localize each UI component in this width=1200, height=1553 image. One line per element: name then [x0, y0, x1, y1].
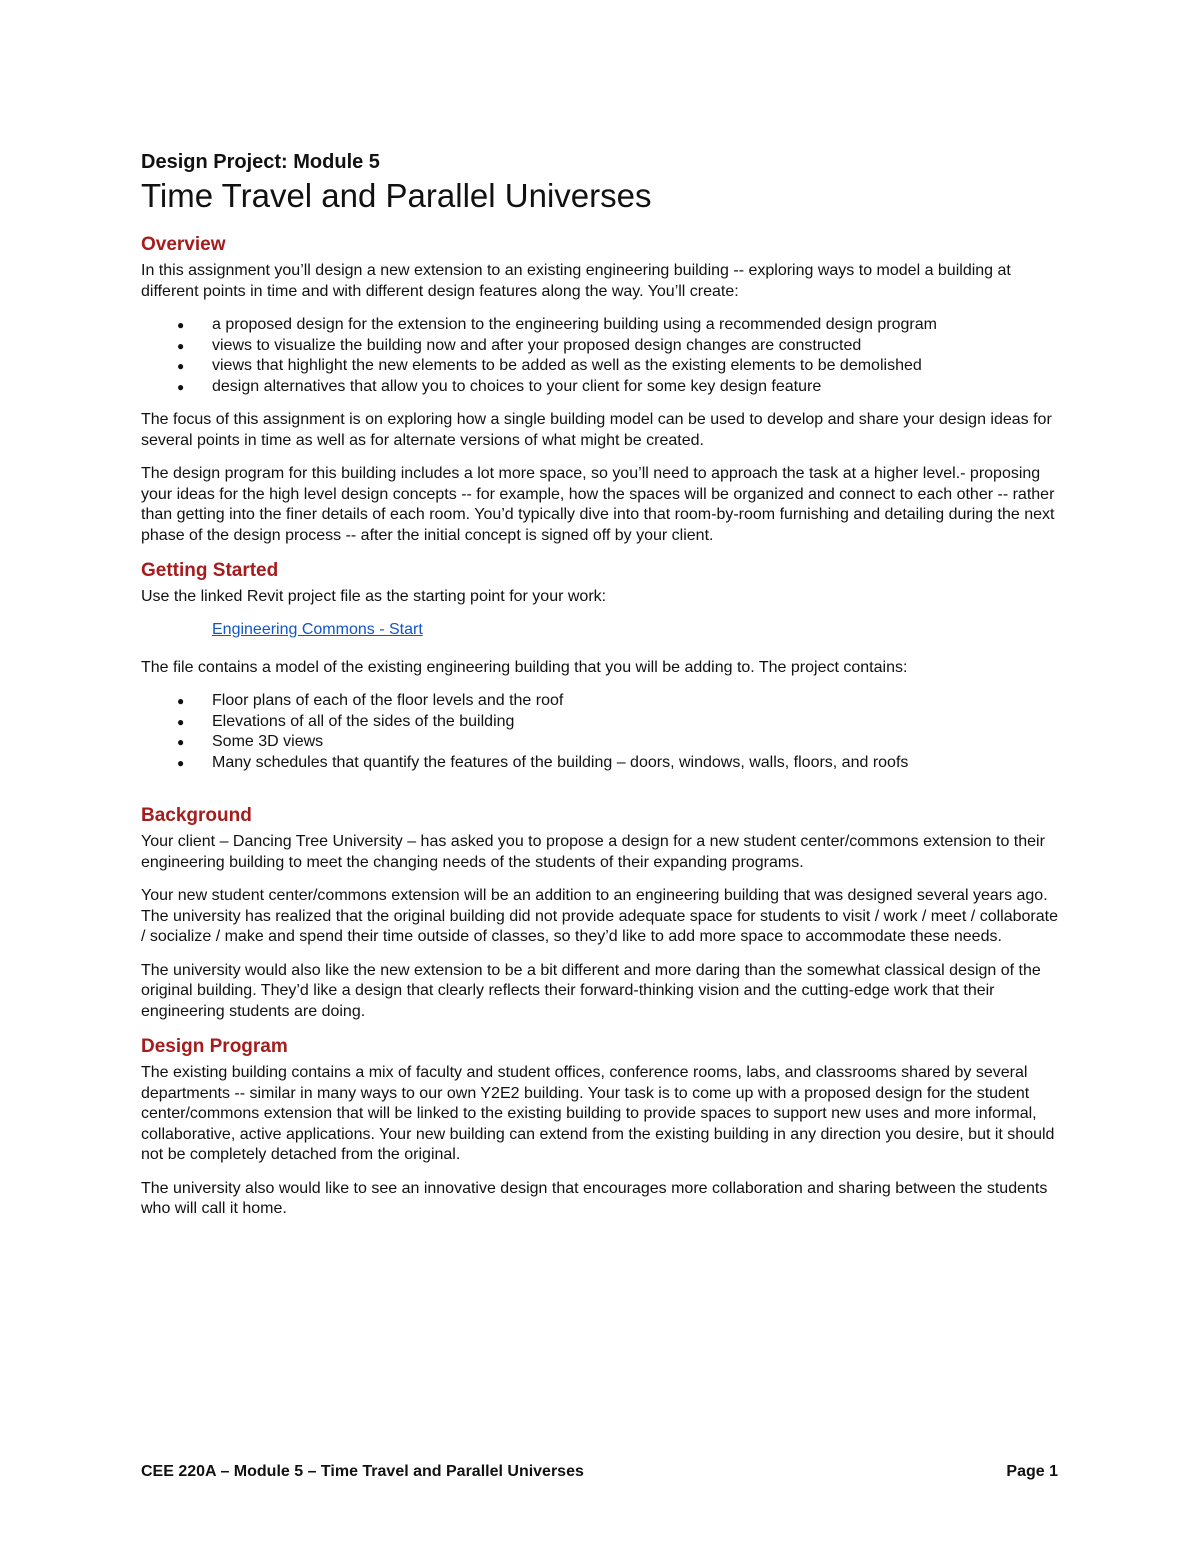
list-item: [141, 732, 1061, 753]
background-heading: Background: [141, 805, 252, 826]
page-footer: [141, 1463, 1058, 1481]
design-program-heading: Design Program: [141, 1036, 288, 1057]
list-item: [141, 753, 1061, 774]
project-file-link[interactable]: Engineering Commons - Start: [212, 620, 423, 638]
background-vision-paragraph: The university would also like the new extension to be a bit different and more daring than the somewhat classical design of the original building. They’d like a design that clearly reflects their forward-thinking vision and the cutting-edge work that their engineering students are doing.: [141, 961, 1041, 1020]
design-program-innovation-paragraph: The university also would like to see an innovative design that encourages more collaboration and sharing between the students who will call it home.: [141, 1179, 1048, 1217]
background-extension-paragraph: Your new student center/commons extension will be an addition to an engineering building that was designed several years ago. The university has realized that the original building did not provide adequate space for students to visit / work / meet / collaborate / socialize / make and spend their time outside of classes, so they’d like to add more space to accommodate these needs.: [141, 887, 1058, 945]
overview-program-paragraph: The design program for this building includes a lot more space, so you’ll need to approach the task at a higher level.- proposing your ideas for the high level design concepts -- for example, how the spaces will be organized and connect to each other -- rather than getting into the finer details of each room. You’d typically dive into that room-by-room furnishing and detailing during the next phase of the design process -- after the initial concept is signed off by your client.: [141, 465, 1055, 544]
bullet-icon: ●: [177, 318, 185, 332]
list-item-text: Some 3D views: [212, 733, 324, 750]
bullet-icon: ●: [177, 379, 185, 394]
overview-section: [141, 233, 1061, 546]
list-item-text: Many schedules that quantify the features of the building – doors, windows, walls, floors, and roofs: [212, 753, 909, 771]
background-section: [141, 804, 1061, 1022]
document-title: Time Travel and Parallel Universes: [141, 177, 652, 214]
overview-focus-paragraph: The focus of this assignment is on exploring how a single building model can be used to develop and share your design ideas for several points in time as well as for alternate versions of what might be created.: [141, 411, 1052, 449]
getting-started-heading: Getting Started: [141, 560, 279, 581]
project-contents-list: [141, 691, 1061, 773]
list-item: [141, 356, 1061, 377]
bullet-icon: ●: [177, 735, 185, 749]
bullet-icon: ●: [177, 694, 185, 708]
design-program-paragraph: The existing building contains a mix of faculty and student offices, conference rooms, labs, and classrooms shared by several departments -- similar in many ways to our own Y2E2 building. Your task is to come up with a proposed design for the student center/commons extension that will be linked to the existing building to provide spaces to support new uses and more informal, collaborative, active applications. Your new building can extend from the existing building in any direction you desire, but it should not be completely detached from the original.: [141, 1064, 1055, 1163]
background-client-paragraph: Your client – Dancing Tree University – has asked you to propose a design for a new student center/commons extension to their engineering building to meet the changing needs of the students of their expanding programs.: [141, 833, 1045, 871]
document-supertitle: Design Project: Module 5: [141, 151, 380, 173]
bullet-icon: ●: [177, 338, 185, 353]
list-item: [141, 377, 1061, 398]
overview-heading: Overview: [141, 234, 226, 255]
list-item-text: Floor plans of each of the floor levels and the roof: [212, 692, 564, 709]
list-item-text: views to visualize the building now and after your proposed design changes are constructed: [212, 336, 862, 354]
project-link-line: [141, 621, 1061, 639]
list-item-text: a proposed design for the extension to the engineering building using a recommended design program: [212, 316, 937, 333]
list-item: [141, 691, 1061, 712]
getting-started-section: [141, 559, 1061, 804]
getting-started-intro: Use the linked Revit project file as the starting point for your work:: [141, 588, 607, 605]
footer-page-number: Page 1: [1006, 1463, 1058, 1480]
list-item-text: Elevations of all of the sides of the building: [212, 712, 515, 730]
list-item-text: design alternatives that allow you to choices to your client for some key design feature: [212, 377, 822, 395]
list-item-text: views that highlight the new elements to be added as well as the existing elements to be demolished: [212, 357, 922, 374]
bullet-icon: ●: [177, 755, 185, 770]
document-page: [141, 150, 1061, 1233]
bullet-icon: ●: [177, 714, 185, 729]
footer-course-title: CEE 220A – Module 5 – Time Travel and Parallel Universes: [141, 1463, 584, 1480]
list-item: [141, 336, 1061, 357]
list-item: [141, 712, 1061, 733]
bullet-icon: ●: [177, 359, 185, 373]
overview-intro: In this assignment you’ll design a new extension to an existing engineering building -- exploring ways to model a building at different points in time and with different design features along the way. You’ll create:: [141, 262, 1011, 300]
overview-bullet-list: [141, 315, 1061, 397]
getting-started-contents-paragraph: The file contains a model of the existing engineering building that you will be adding to. The project contains:: [141, 658, 908, 676]
list-item: [141, 315, 1061, 336]
section-spacer: [141, 786, 1061, 804]
design-program-section: [141, 1035, 1061, 1220]
